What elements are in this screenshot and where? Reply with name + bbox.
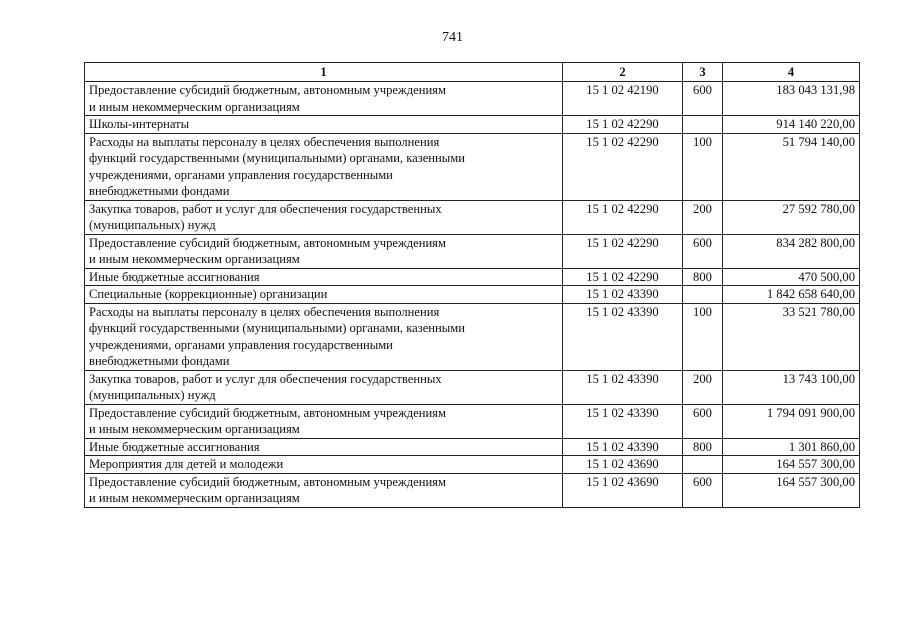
- table-row: [85, 404, 860, 438]
- row-type-cell: 100: [683, 303, 723, 370]
- row-type-cell: 600: [683, 82, 723, 116]
- row-code-cell: 15 1 02 42290: [563, 268, 683, 286]
- row-code-cell: 15 1 02 43690: [563, 456, 683, 474]
- table-row: [85, 286, 860, 304]
- row-amount-cell: 164 557 300,00: [723, 456, 860, 474]
- row-code-cell: 15 1 02 42290: [563, 234, 683, 268]
- row-code-cell: 15 1 02 42290: [563, 200, 683, 234]
- row-amount-cell: 1 301 860,00: [723, 438, 860, 456]
- header-col-2: 2: [563, 63, 683, 82]
- row-type-cell: 800: [683, 268, 723, 286]
- row-code-cell: 15 1 02 43390: [563, 370, 683, 404]
- row-amount-cell: 33 521 780,00: [723, 303, 860, 370]
- header-col-1: 1: [85, 63, 563, 82]
- row-name-cell: Закупка товаров, работ и услуг для обеспечения государственных (муниципальных) нужд: [85, 370, 563, 404]
- row-name-cell: Предоставление субсидий бюджетным, автономным учреждениям и иным некоммерческим организациям: [85, 404, 563, 438]
- row-type-cell: [683, 286, 723, 304]
- row-name-cell: Расходы на выплаты персоналу в целях обеспечения выполнения функций государственными (муниципальными) органами, казенными учреждениями, органами управления государственными внебюджетными фондами: [85, 133, 563, 200]
- row-amount-cell: 27 592 780,00: [723, 200, 860, 234]
- table-row: [85, 200, 860, 234]
- row-amount-cell: 51 794 140,00: [723, 133, 860, 200]
- table-row: [85, 370, 860, 404]
- row-code-cell: 15 1 02 43390: [563, 438, 683, 456]
- row-code-cell: 15 1 02 43690: [563, 473, 683, 507]
- row-name-cell: Мероприятия для детей и молодежи: [85, 456, 563, 474]
- row-amount-cell: 1 794 091 900,00: [723, 404, 860, 438]
- row-name-cell: Специальные (коррекционные) организации: [85, 286, 563, 304]
- row-amount-cell: 470 500,00: [723, 268, 860, 286]
- table-row: [85, 268, 860, 286]
- table-row: [85, 234, 860, 268]
- table-row: [85, 438, 860, 456]
- row-amount-cell: 834 282 800,00: [723, 234, 860, 268]
- row-code-cell: 15 1 02 42290: [563, 133, 683, 200]
- row-type-cell: [683, 456, 723, 474]
- table-row: [85, 303, 860, 370]
- table-body: [85, 82, 860, 508]
- table-row: [85, 116, 860, 134]
- table-row: [85, 456, 860, 474]
- header-col-4: 4: [723, 63, 860, 82]
- row-type-cell: 800: [683, 438, 723, 456]
- row-code-cell: 15 1 02 43390: [563, 286, 683, 304]
- row-code-cell: 15 1 02 42290: [563, 116, 683, 134]
- row-name-cell: Иные бюджетные ассигнования: [85, 268, 563, 286]
- row-amount-cell: 164 557 300,00: [723, 473, 860, 507]
- row-name-cell: Предоставление субсидий бюджетным, автономным учреждениям и иным некоммерческим организациям: [85, 473, 563, 507]
- row-name-cell: Закупка товаров, работ и услуг для обеспечения государственных (муниципальных) нужд: [85, 200, 563, 234]
- row-type-cell: 200: [683, 370, 723, 404]
- row-name-cell: Предоставление субсидий бюджетным, автономным учреждениям и иным некоммерческим организациям: [85, 234, 563, 268]
- header-col-3: 3: [683, 63, 723, 82]
- budget-table: [84, 62, 860, 508]
- row-type-cell: 600: [683, 473, 723, 507]
- table-row: [85, 133, 860, 200]
- row-type-cell: 600: [683, 234, 723, 268]
- table-row: [85, 473, 860, 507]
- page-number: 741: [442, 30, 463, 45]
- row-amount-cell: 13 743 100,00: [723, 370, 860, 404]
- row-type-cell: 100: [683, 133, 723, 200]
- table-row: [85, 82, 860, 116]
- header-row: [85, 63, 860, 82]
- row-amount-cell: 183 043 131,98: [723, 82, 860, 116]
- row-type-cell: [683, 116, 723, 134]
- row-amount-cell: 914 140 220,00: [723, 116, 860, 134]
- row-type-cell: 200: [683, 200, 723, 234]
- row-name-cell: Иные бюджетные ассигнования: [85, 438, 563, 456]
- row-code-cell: 15 1 02 43390: [563, 404, 683, 438]
- row-name-cell: Расходы на выплаты персоналу в целях обеспечения выполнения функций государственными (муниципальными) органами, казенными учреждениями, органами управления государственными внебюджетными фондами: [85, 303, 563, 370]
- row-amount-cell: 1 842 658 640,00: [723, 286, 860, 304]
- row-name-cell: Предоставление субсидий бюджетным, автономным учреждениям и иным некоммерческим организациям: [85, 82, 563, 116]
- row-name-cell: Школы-интернаты: [85, 116, 563, 134]
- row-code-cell: 15 1 02 43390: [563, 303, 683, 370]
- row-code-cell: 15 1 02 42190: [563, 82, 683, 116]
- row-type-cell: 600: [683, 404, 723, 438]
- table-header: [85, 63, 860, 82]
